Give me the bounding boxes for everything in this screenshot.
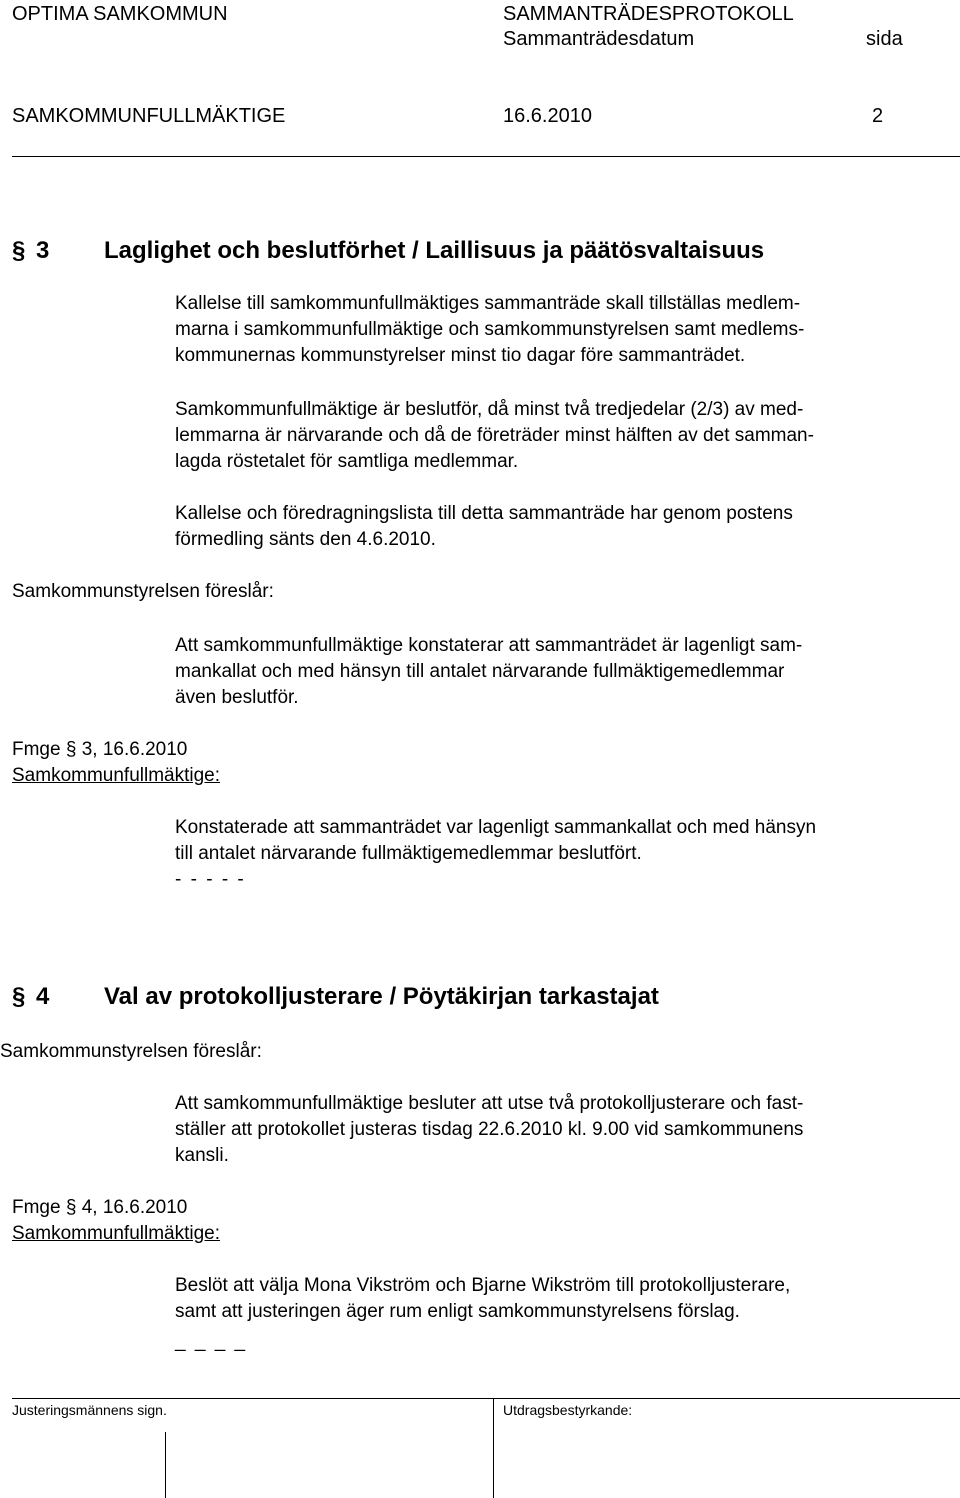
section-title: Laglighet och beslutförhet / Laillisuus ja päätösvaltaisuus (104, 237, 765, 264)
extract-label: Utdragsbestyrkande: (503, 1402, 633, 1418)
header-divider (12, 156, 960, 157)
meeting-date: 16.6.2010 (503, 105, 592, 127)
section-number: 3 (36, 237, 50, 264)
document-type: SAMMANTRÄDESPROTOKOLL (503, 3, 794, 25)
end-marker: _ _ _ _ (175, 1331, 248, 1352)
signature-box-divider (165, 1432, 166, 1498)
section-symbol: § (65, 739, 77, 760)
proposal-label: Samkommunstyrelsen föreslår: (12, 581, 274, 602)
paragraph-delivery: Kallelse och föredragningslista till detta sammanträde har genom postens förmedling sänts den 4.6.2010. (175, 503, 793, 550)
end-marker: - - - - - (175, 869, 246, 890)
page-label: sida (866, 28, 903, 50)
footer-column-divider (493, 1398, 494, 1498)
fmge-reference: Fmge § 4, 16.6.2010 (12, 1197, 188, 1218)
section-title: Val av protokolljusterare / Pöytäkirjan tarkastajat (104, 983, 659, 1010)
proposal-label: Samkommunstyrelsen föreslår: (0, 1041, 262, 1062)
paragraph-notice: Kallelse till samkommunfullmäktiges sammanträde skall tillställas medlem- marna i samkommunfullmäktige och samkommunstyrelsen samt medlems- kommunernas kommunstyrelser minst tio dagar före sammanträdet. (175, 293, 805, 366)
footer-divider (12, 1398, 960, 1399)
date-label: Sammanträdesdatum (503, 28, 695, 50)
proposal-text: Att samkommunfullmäktige konstaterar att sammanträdet är lagenligt sam- mankallat och med hänsyn till antalet närvarande fullmäktigemedlemmar även beslutför. (175, 635, 803, 708)
fmge-reference: Fmge § 3, 16.6.2010 (12, 739, 188, 760)
meeting-body: SAMKOMMUNFULLMÄKTIGE (12, 105, 286, 127)
decision-text: Konstaterade att sammanträdet var lagenligt sammankallat och med hänsyn till antalet närvarande fullmäktigemedlemmar beslutfört. (175, 817, 817, 864)
section-symbol: § (12, 237, 26, 264)
paragraph-quorum: Samkommunfullmäktige är beslutför, då minst två tredjedelar (2/3) av med- lemmarna är närvarande och då de företräder minst hälften av det samman- lagda röstetalet för samtliga medlemmar. (175, 399, 814, 472)
decision-label: Samkommunfullmäktige: (12, 765, 221, 786)
decision-label: Samkommunfullmäktige: (12, 1223, 221, 1244)
section-symbol: § (12, 983, 26, 1010)
signature-label: Justeringsmännens sign. (12, 1402, 167, 1418)
page-number: 2 (872, 105, 884, 127)
section-symbol: § (65, 1197, 77, 1218)
organization-name: OPTIMA SAMKOMMUN (12, 3, 228, 25)
decision-text: Beslöt att välja Mona Vikström och Bjarne Wikström till protokolljusterare, samt att justeringen äger rum enligt samkommunstyrelsens förslag. (175, 1275, 791, 1322)
proposal-text: Att samkommunfullmäktige besluter att utse två protokolljusterare och fast- ställer att protokollet justeras tisdag 22.6.2010 kl. 9.00 vid samkommunens kansli. (175, 1093, 804, 1166)
section-number: 4 (36, 983, 50, 1010)
